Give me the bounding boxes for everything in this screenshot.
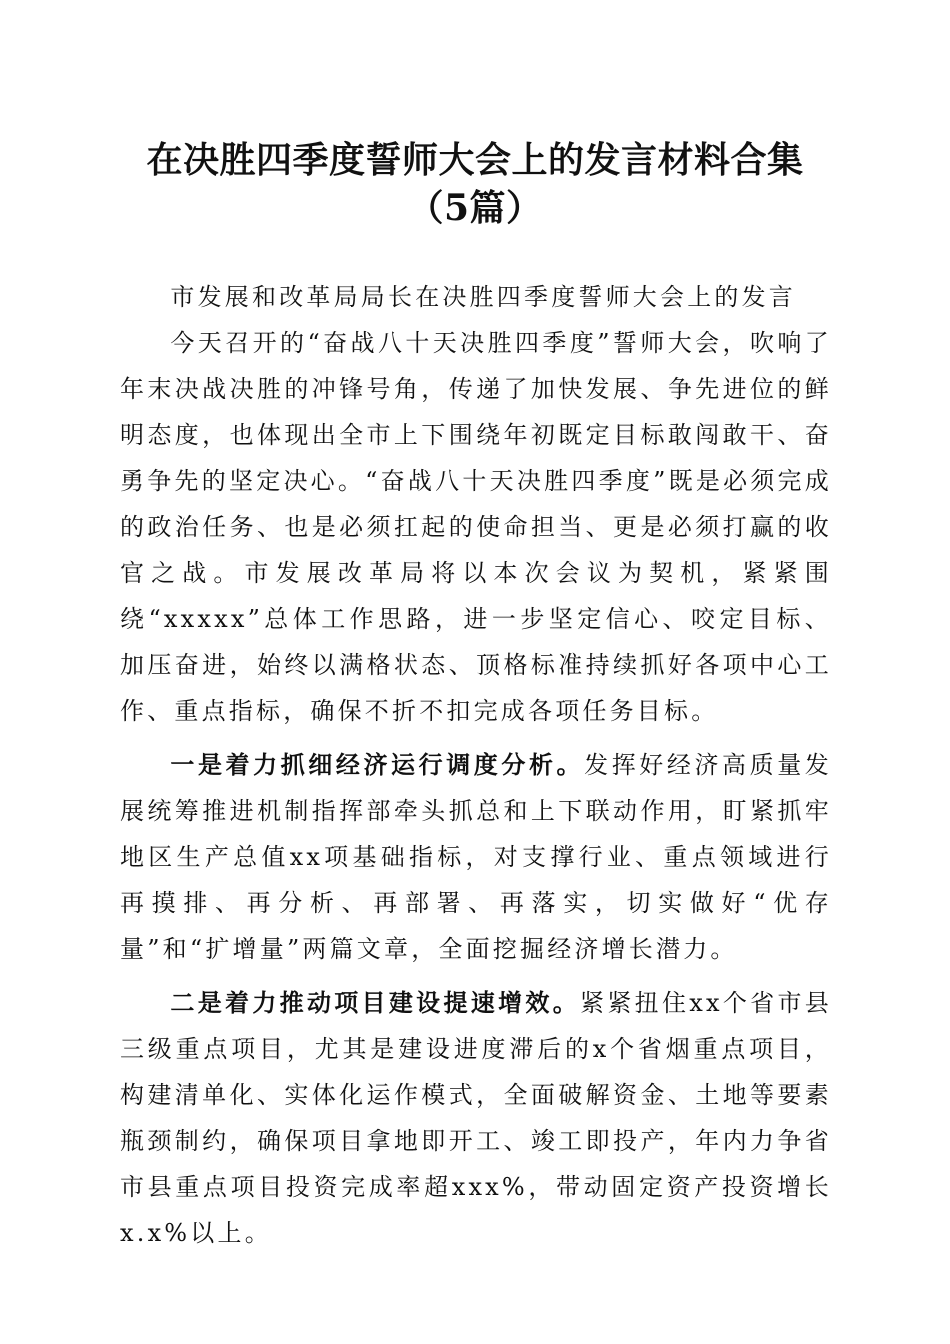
paragraph-point-1-lead: 一是着力抓细经济运行调度分析。 — [170, 750, 585, 779]
document-body — [120, 274, 832, 1256]
paragraph-point-2 — [120, 980, 832, 1256]
speech-subtitle: 市发展和改革局局长在决胜四季度誓师大会上的发言 — [170, 283, 796, 311]
document-title: 在决胜四季度誓师大会上的发言材料合集（5篇） — [146, 139, 804, 229]
paragraph-intro — [120, 320, 832, 734]
paragraph-point-2-text: 紧紧扭住xx个省市县三级重点项目，尤其是建设进度滞后的x个省烟重点项目，构建清单化、实体化运作模式，全面破解资金、土地等要素瓶颈制约，确保项目拿地即开工、竣工即投产，年内力争省市县重点项目投资完成率超xxx%，带动固定资产投资增长x.x%以上。 — [120, 989, 832, 1247]
paragraph-point-2-lead: 二是着力推动项目建设提速增效。 — [170, 988, 581, 1017]
paragraph-point-1 — [120, 742, 832, 972]
paragraph-intro-text: 今天召开的“奋战八十天决胜四季度”誓师大会，吹响了年末决战决胜的冲锋号角，传递了加快发展、争先进位的鲜明态度，也体现出全市上下围绕年初既定目标敢闯敢干、奋勇争先的坚定决心。“奋战八十天决胜四季度”既是必须完成的政治任务、也是必须扛起的使命担当、更是必须打赢的收官之战。市发展改革局将以本次会议为契机，紧紧围绕“xxxxx”总体工作思路，进一步坚定信心、咬定目标、加压奋进，始终以满格状态、顶格标准持续抓好各项中心工作、重点指标，确保不折不扣完成各项任务目标。 — [120, 329, 832, 725]
paragraph-point-1-text: 发挥好经济高质量发展统筹推进机制指挥部牵头抓总和上下联动作用，盯紧抓牢地区生产总值xx项基础指标，对支撑行业、重点领域进行再摸排、再分析、再部署、再落实，切实做好“优存量”和“扩增量”两篇文章，全面挖掘经济增长潜力。 — [120, 751, 832, 963]
